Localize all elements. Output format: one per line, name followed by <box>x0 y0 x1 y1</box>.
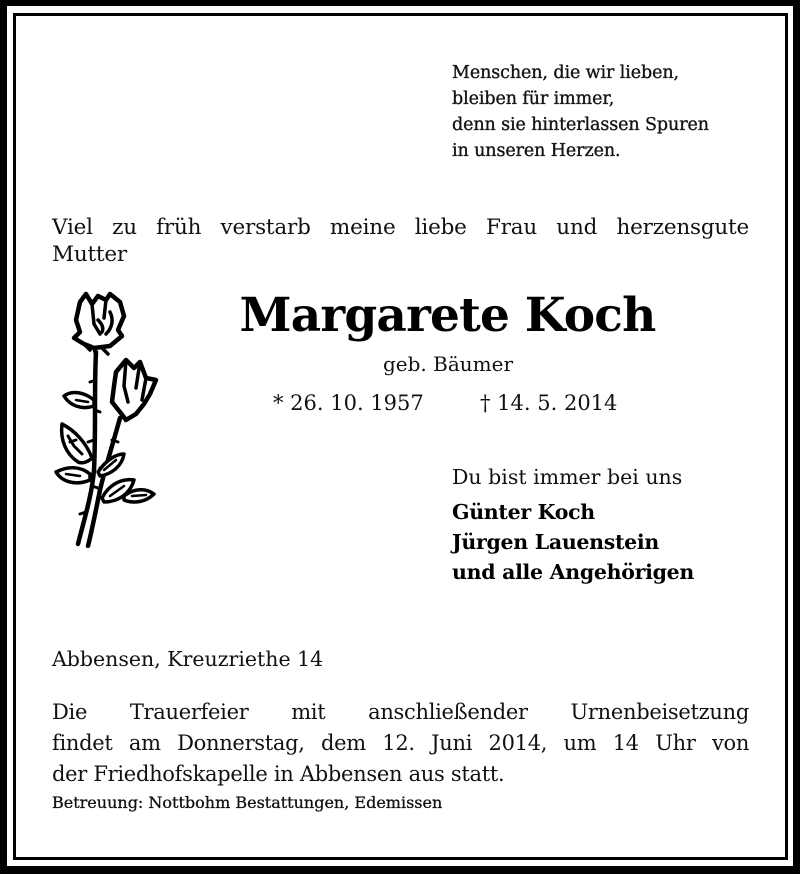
poem-line: Menschen, die wir lieben, <box>452 63 680 83</box>
mourner-name: Jürgen Lauenstein <box>452 530 660 554</box>
mourner-name: und alle Angehörigen <box>452 560 694 584</box>
birth-date: * 26. 10. 1957 <box>273 391 424 415</box>
maiden-name: geb. Bäumer <box>382 352 514 376</box>
ceremony-line: der Friedhofskapelle in Abbensen aus statt. <box>52 762 505 786</box>
intro-line-1: Viel zu früh verstarb meine liebe Frau und herzensgute <box>52 215 749 240</box>
intro-text <box>52 214 749 268</box>
ceremony-line: Die Trauerfeier mit anschließender Urnenbeisetzung <box>52 700 749 724</box>
memorial-poem <box>452 60 709 164</box>
closing-line: Du bist immer bei uns <box>452 465 683 489</box>
mourners-list <box>452 497 694 587</box>
family-address: Abbensen, Kreuzriethe 14 <box>52 647 324 671</box>
ceremony-details <box>52 697 749 790</box>
poem-line: denn sie hinterlassen Spuren <box>452 115 709 135</box>
intro-line-2: Mutter <box>52 242 127 267</box>
poem-line: in unseren Herzen. <box>452 141 621 161</box>
rose-icon <box>50 290 160 548</box>
death-date: † 14. 5. 2014 <box>480 391 618 415</box>
poem-line: bleiben für immer, <box>452 89 615 109</box>
deceased-name: Margarete Koch <box>239 288 656 343</box>
undertaker-credit: Betreuung: Nottbohm Bestattungen, Edemissen <box>52 793 443 812</box>
mourner-name: Günter Koch <box>452 500 595 524</box>
ceremony-line: findet am Donnerstag, dem 12. Juni 2014, um 14 Uhr von <box>52 731 750 755</box>
